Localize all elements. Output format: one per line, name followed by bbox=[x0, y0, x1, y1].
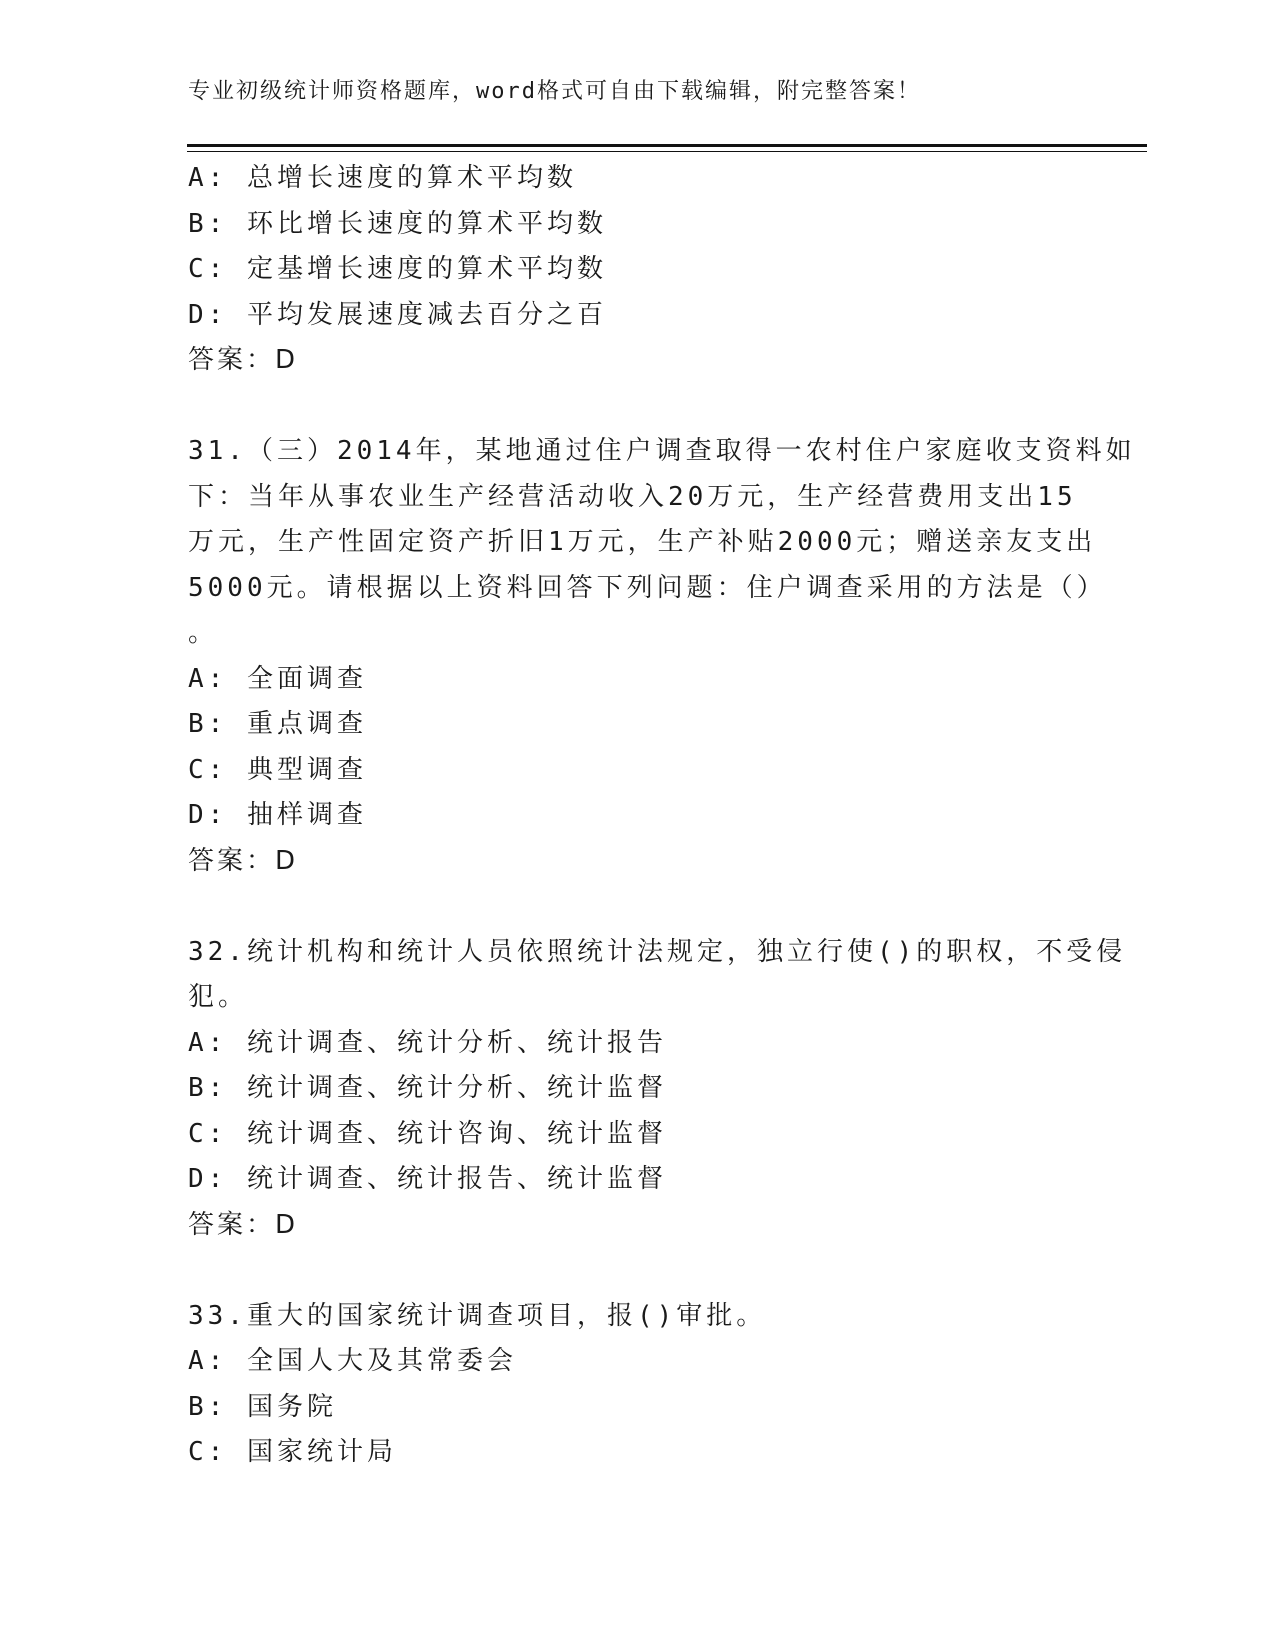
option-c: C: 国家统计局 bbox=[188, 1437, 397, 1467]
spacer bbox=[188, 384, 1088, 430]
question-text: 31.（三）2014年，某地通过住户调查取得一农村住户家庭收支资料如 bbox=[188, 436, 1136, 466]
question-text: 5000元。请根据以上资料回答下列问题：住户调查采用的方法是（） bbox=[188, 572, 1107, 603]
option-a: A: 统计调查、统计分析、统计报告 bbox=[188, 1027, 667, 1058]
header-rule-thick bbox=[187, 144, 1147, 147]
header-rule-thin bbox=[187, 151, 1147, 152]
question-30 bbox=[188, 156, 1088, 384]
question-content bbox=[188, 156, 1136, 1476]
question-32 bbox=[188, 930, 1127, 1249]
question-text: 万元，生产性固定资产折旧1万元，生产补贴2000元；赠送亲友支出 bbox=[188, 527, 1097, 557]
question-text: 。 bbox=[188, 618, 219, 648]
option-b: B: 重点调查 bbox=[188, 709, 367, 739]
option-a: A: 全国人大及其常委会 bbox=[188, 1346, 517, 1376]
question-text: 下：当年从事农业生产经营活动收入20万元，生产经营费用支出15 bbox=[188, 481, 1077, 512]
option-d: D: 统计调查、统计报告、统计监督 bbox=[188, 1164, 667, 1194]
question-text: 犯。 bbox=[188, 982, 249, 1012]
option-d: D: 平均发展速度减去百分之百 bbox=[188, 299, 607, 330]
option-c: C: 统计调查、统计咨询、统计监督 bbox=[188, 1118, 667, 1149]
option-c: C: 定基增长速度的算术平均数 bbox=[188, 254, 607, 284]
question-33 bbox=[188, 1294, 1088, 1476]
question-text: 33.重大的国家统计调查项目，报()审批。 bbox=[188, 1300, 767, 1331]
spacer bbox=[188, 884, 1088, 930]
option-b: B: 统计调查、统计分析、统计监督 bbox=[188, 1073, 667, 1103]
page-header: 专业初级统计师资格题库，word格式可自由下载编辑，附完整答案！ bbox=[188, 79, 921, 104]
question-text: 32.统计机构和统计人员依照统计法规定，独立行使()的职权，不受侵 bbox=[188, 936, 1127, 967]
spacer bbox=[188, 1248, 1088, 1294]
option-a: A: 全面调查 bbox=[188, 663, 367, 694]
question-31 bbox=[188, 429, 1136, 884]
answer: 答案：D bbox=[188, 1209, 299, 1240]
answer: 答案：D bbox=[188, 845, 299, 876]
option-d: D: 抽样调查 bbox=[188, 800, 367, 830]
answer: 答案：D bbox=[188, 345, 299, 375]
option-b: B: 国务院 bbox=[188, 1391, 337, 1422]
option-b: B: 环比增长速度的算术平均数 bbox=[188, 208, 607, 239]
option-a: A: 总增长速度的算术平均数 bbox=[188, 163, 577, 193]
option-c: C: 典型调查 bbox=[188, 754, 367, 785]
